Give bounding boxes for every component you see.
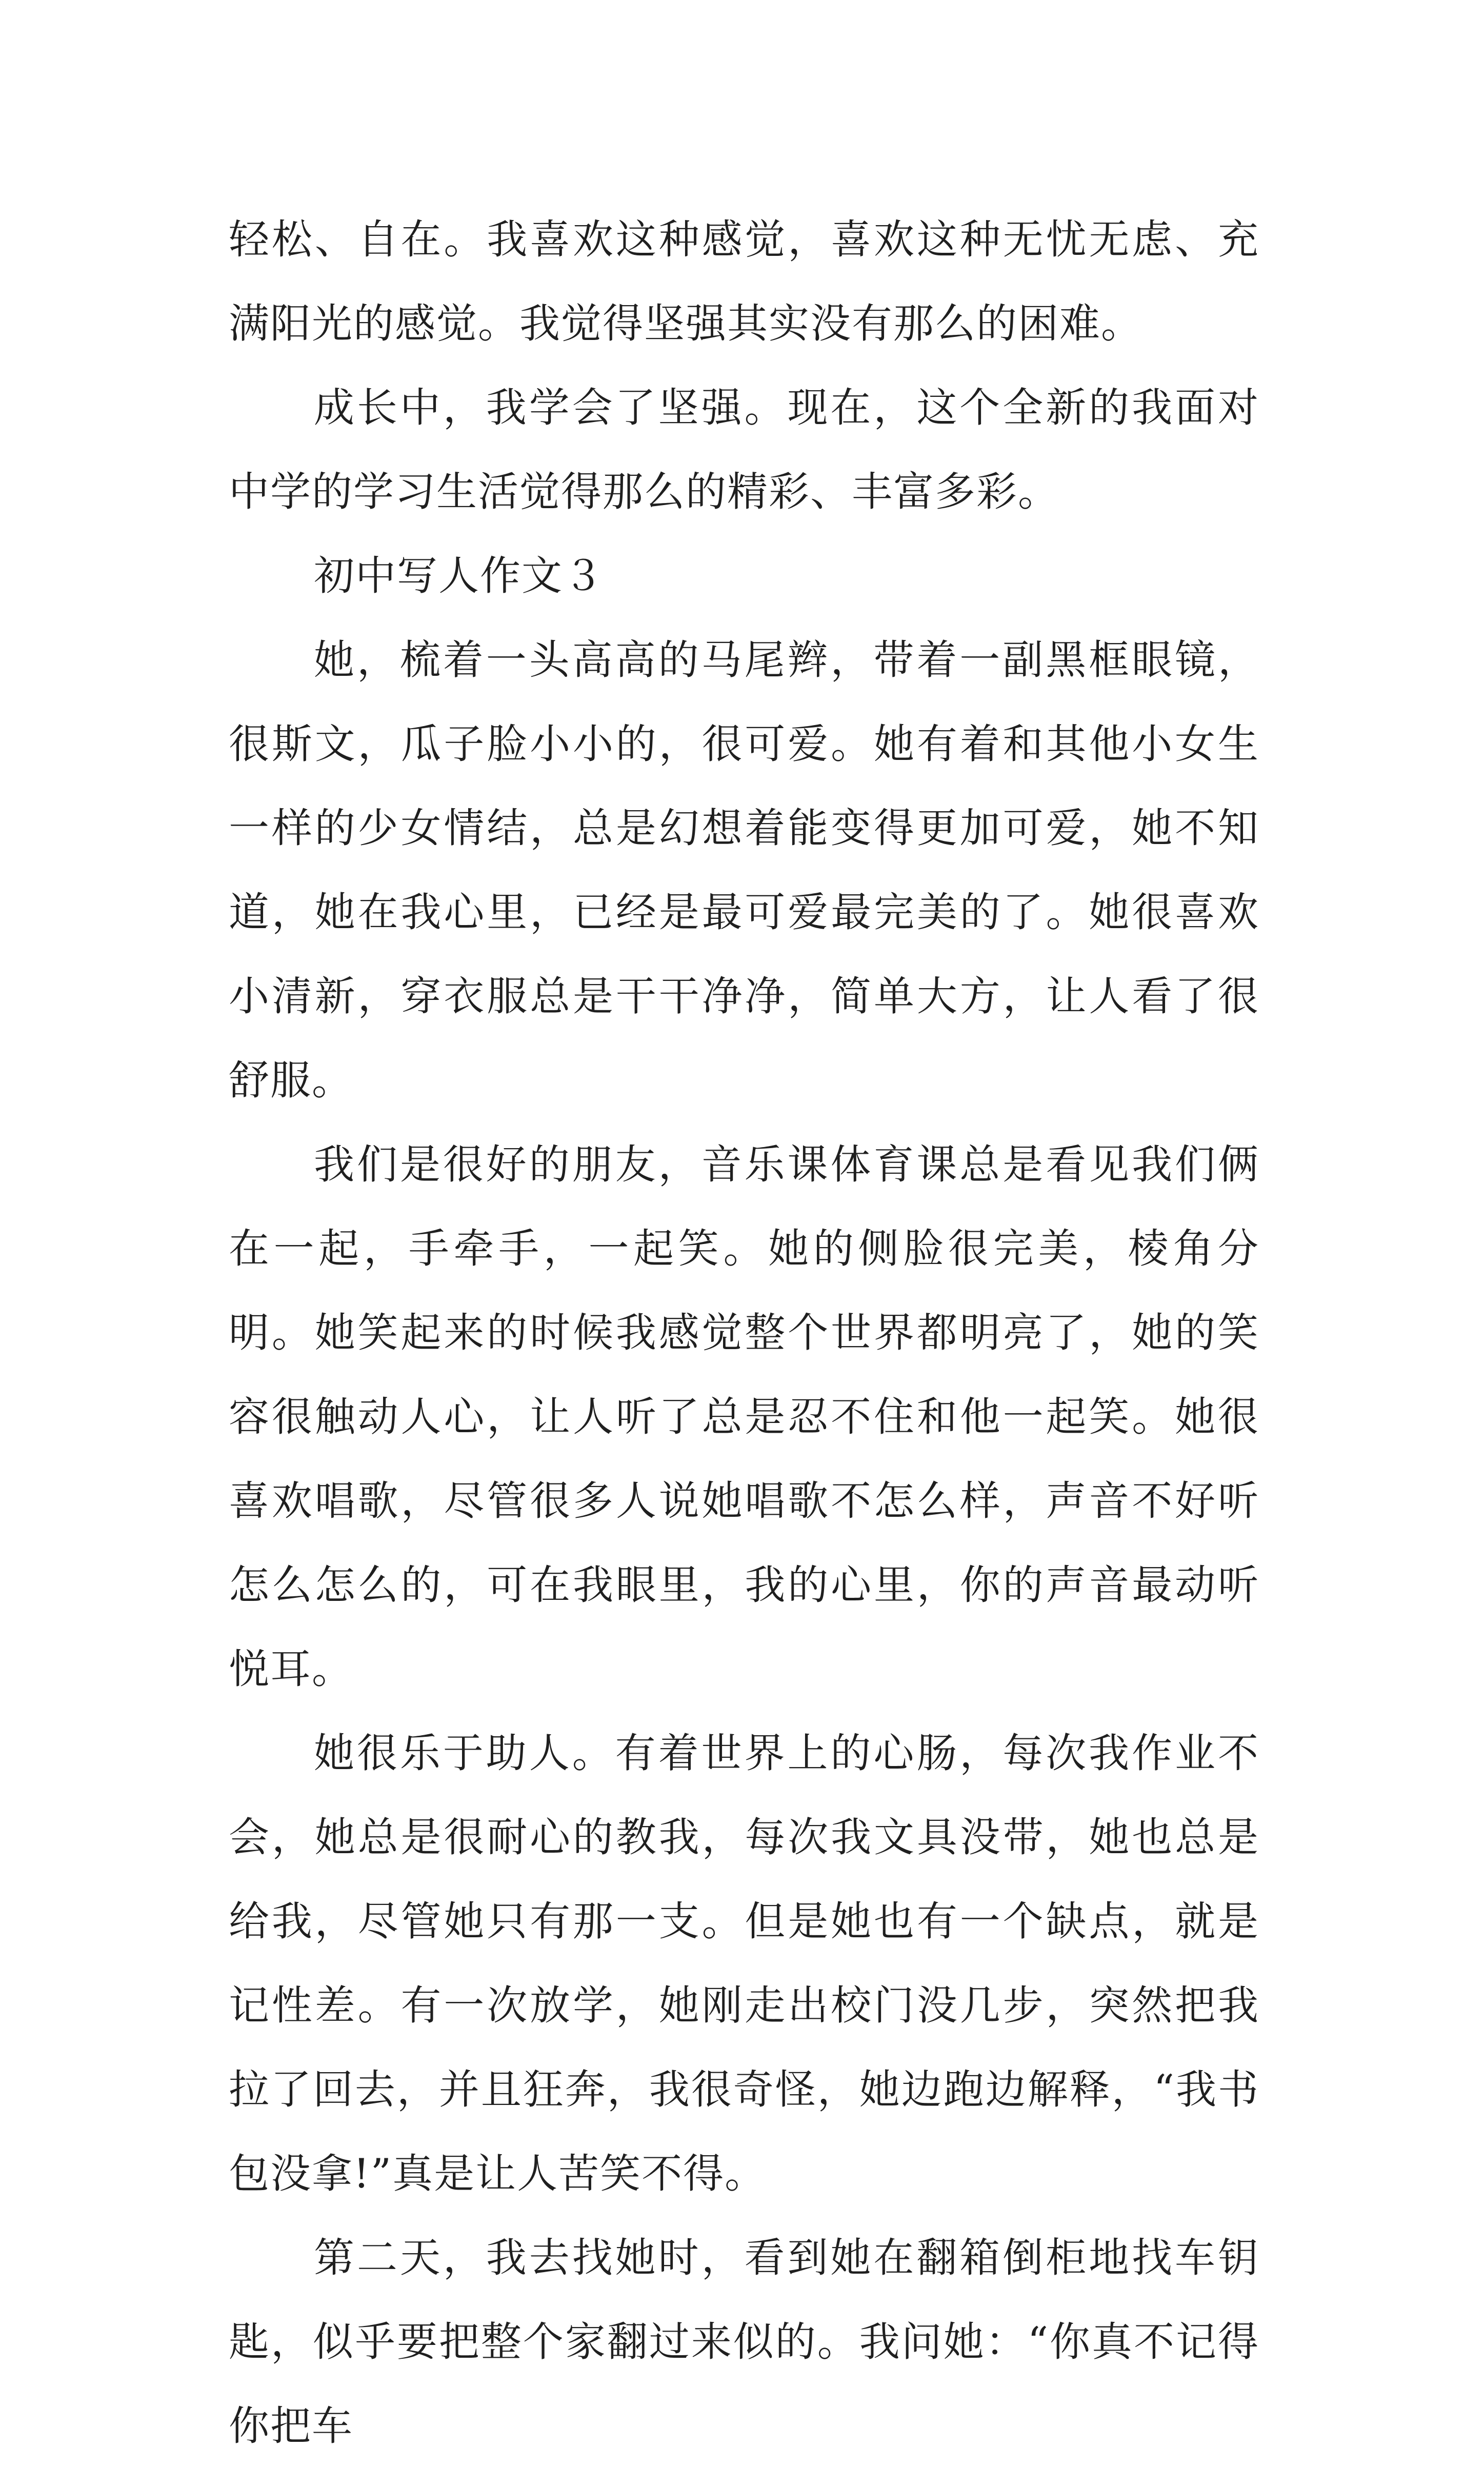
paragraph-friendship: 我们是很好的朋友，音乐课体育课总是看见我们俩在一起，手牵手，一起笑。她的侧脸很完美，棱角分明。她笑起来的时候我感觉整个世界都明亮了，她的笑容很触动人心，让人听了总是忍不住和他一起笑。她很喜欢唱歌，尽管很多人说她唱歌不怎么样，声音不好听怎么怎么的，可在我眼里，我的心里，你的声音最动听悦耳。 [229,1141,1259,1693]
paragraph-helpful: 她很乐于助人。有着世界上的心肠，每次我作业不会，她总是很耐心的教我，每次我文具没带，她也总是给我，尽管她只有那一支。但是她也有一个缺点，就是记性差。有一次放学，她刚走出校门没几步，突然把我拉了回去，并且狂奔，我很奇怪，她边跑边解释，“我书包没拿!”真是让人苦笑不得。 [229,1730,1259,2197]
paragraph-continued: 轻松、自在。我喜欢这种感觉，喜欢这种无忧无虑、充满阳光的感觉。我觉得坚强其实没有那么的困难。 [229,216,1259,347]
document-body [229,197,1259,2468]
paragraph-next-day: 第二天，我去找她时，看到她在翻箱倒柜地找车钥匙，似乎要把整个家翻过来似的。我问她：“你真不记得你把车 [229,2234,1259,2450]
essay-heading: 初中写人作文３ [314,552,605,599]
paragraph-appearance: 她，梳着一头高高的马尾辫，带着一副黑框眼镜，很斯文，瓜子脸小小的，很可爱。她有着和其他小女生一样的少女情结，总是幻想着能变得更加可爱，她不知道，她在我心里，已经是最可爱最完美的了。她很喜欢小清新，穿衣服总是干干净净，简单大方，让人看了很舒服。 [229,636,1259,1104]
paragraph-growth: 成长中，我学会了坚强。现在，这个全新的我面对中学的学习生活觉得那么的精彩、丰富多彩。 [229,384,1259,515]
